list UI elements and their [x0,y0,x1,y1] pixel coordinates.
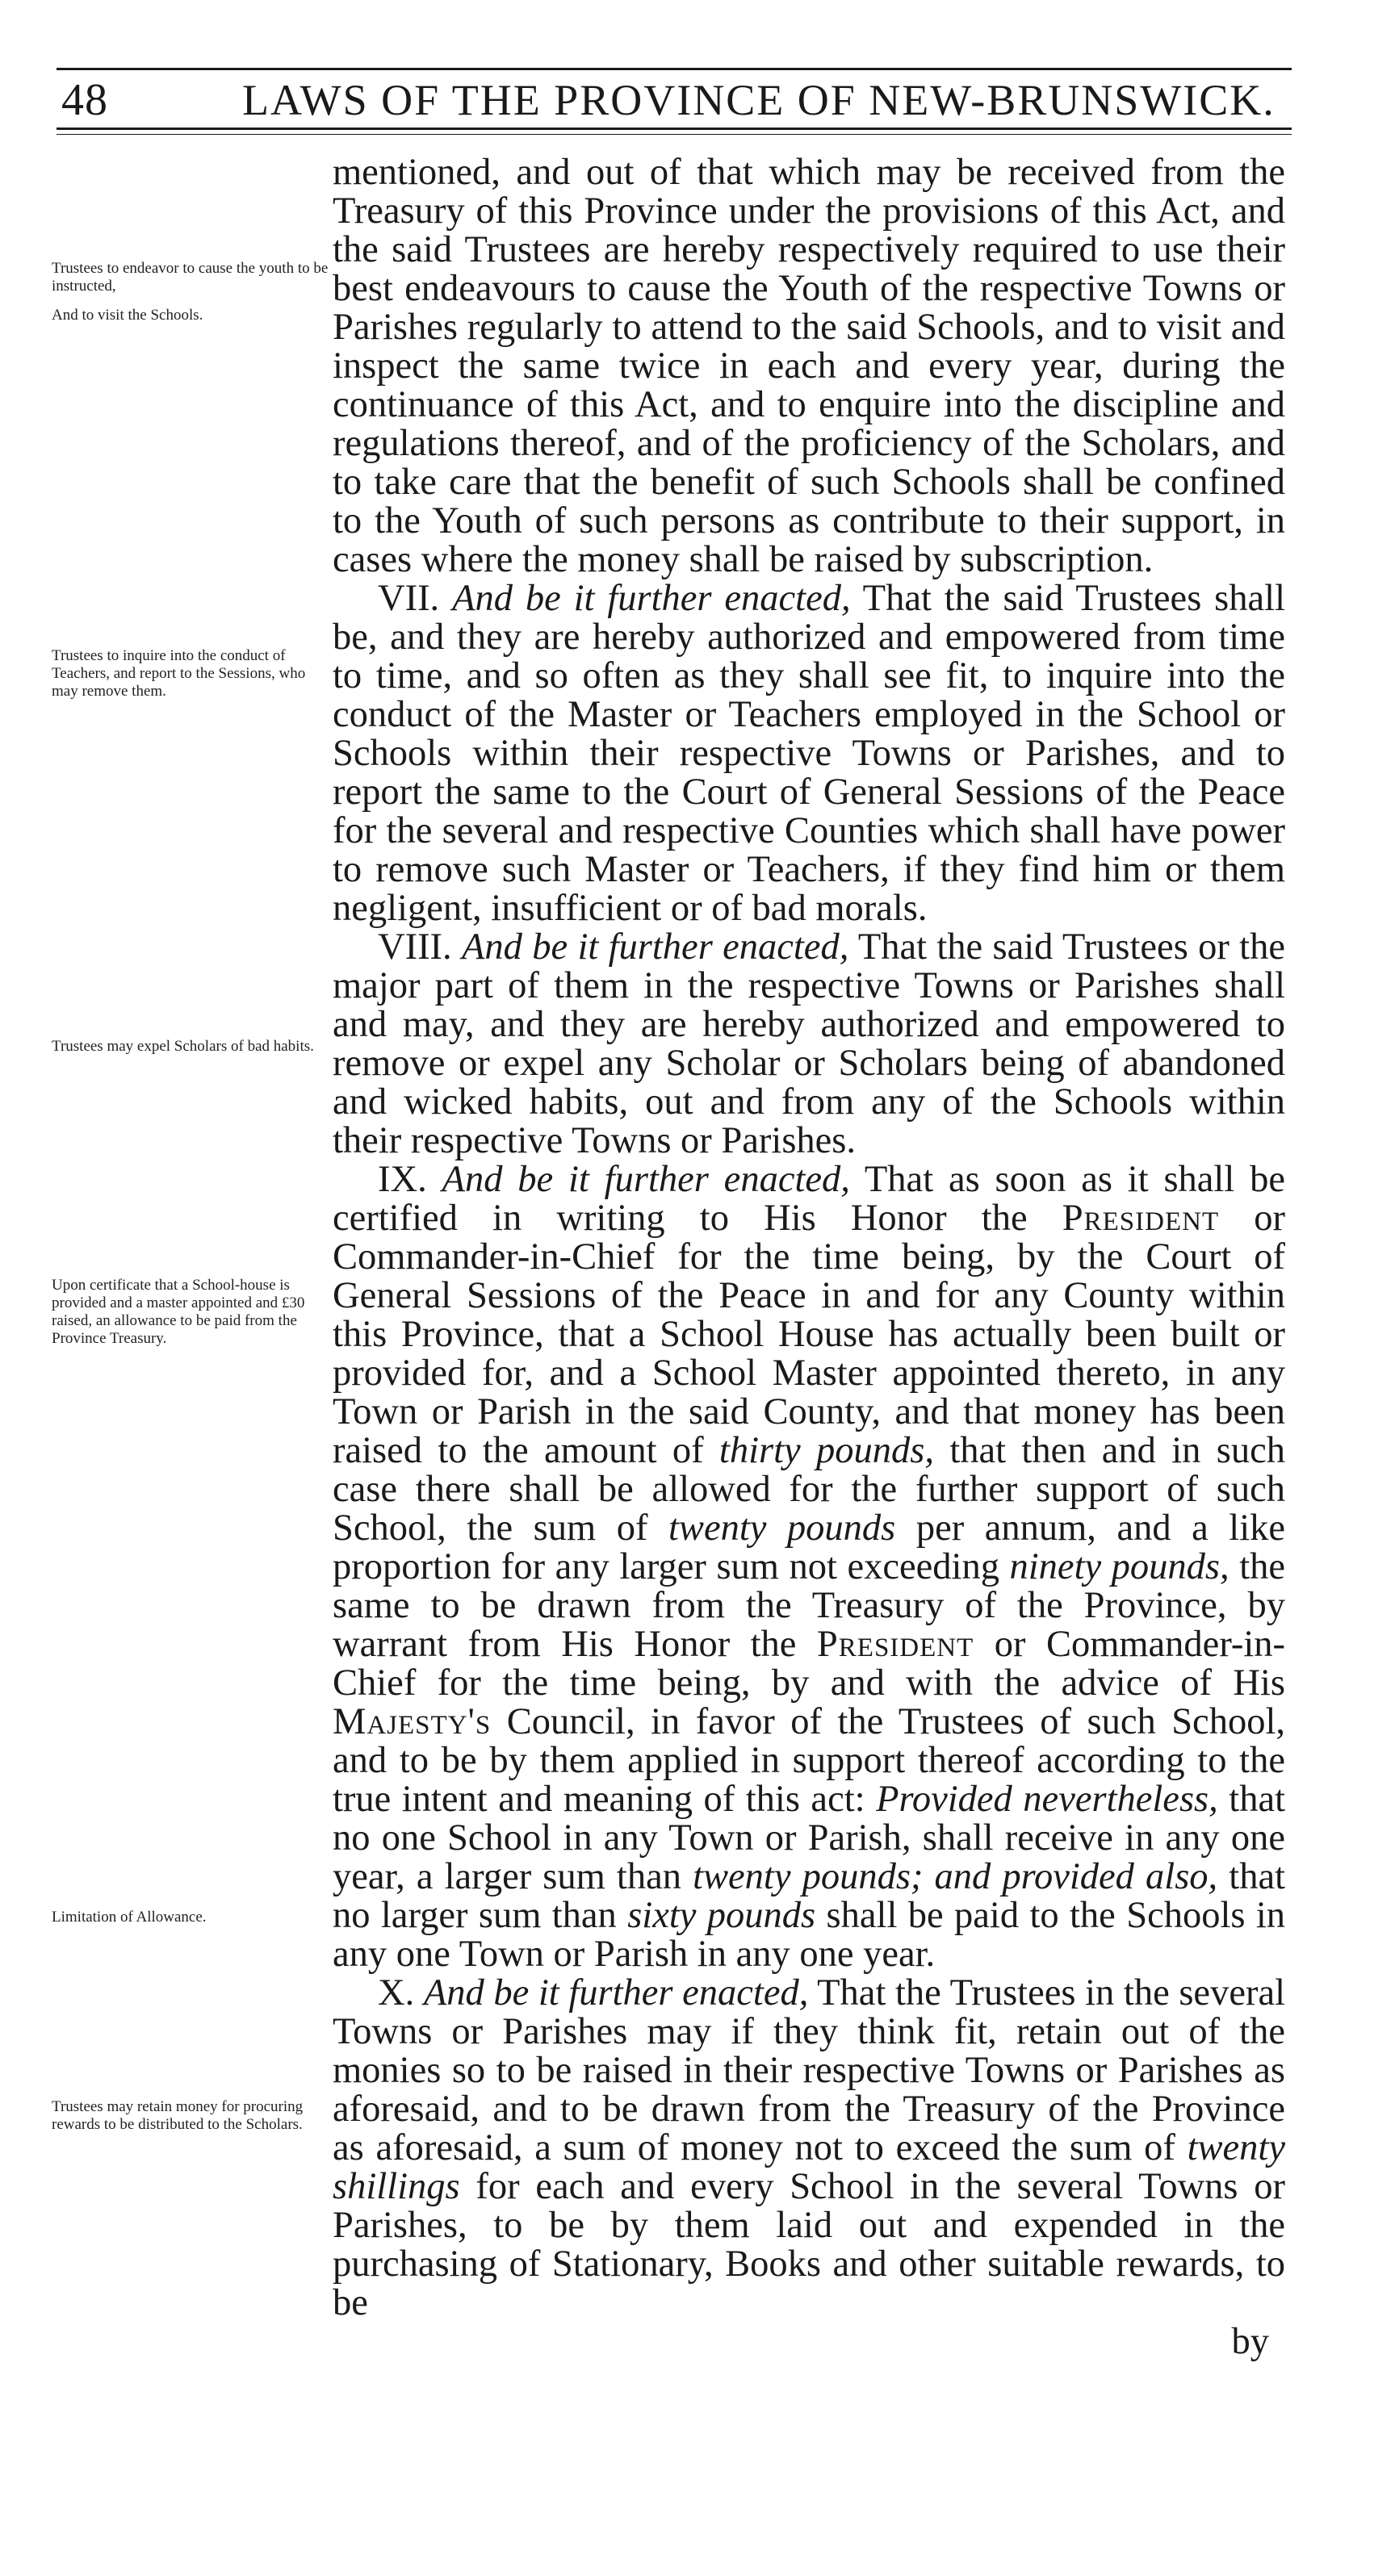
title-president: President [816,1624,974,1665]
section-ix [333,1160,1285,1974]
amount: ninety pounds, [1009,1546,1229,1587]
section-text: for each and every School in the several Towns or Parishes, to be by them laid out and expended in the purchasing of Stationary, Books and other suitable rewards, to be [333,2166,1285,2323]
proviso: Provided nevertheless, [876,1779,1218,1820]
section-number: VIII. [378,926,452,968]
section-text: that then and in such case there shall be allowed for the further support of such School, the sum of [333,1430,1286,1549]
running-head: LAWS OF THE PROVINCE OF NEW-BRUNSWICK. [242,76,1276,124]
section-number: IX. [378,1159,427,1200]
amount: twenty shillings [333,2127,1285,2207]
section-viii [333,928,1285,1160]
section-text: or Commander-in-Chief for the time being, by the Court of General Sessions of the Peace in and for any County within this Province, that a School House has actually been built or provided for, and a School Master appointed thereto, in any Town or Parish in the said County, and that money has been raised to the amount of [333,1198,1285,1471]
section-text: That as soon as it shall be certified in writing to His Honor the [333,1159,1285,1239]
section-text: That the said Trustees or the major part of them in the respective Towns or Parishes shall and may, and they are hereby authorized and empowered to remove or expel any Scholar or Scholars being of abandoned and wicked habits, out and from any of the Schools within their respective Towns or Parishes. [333,926,1285,1161]
header-rule-bottom-thin [57,134,1292,135]
amount: twenty pounds [668,1508,896,1549]
page-header [57,65,1292,137]
amount: sixty pounds [627,1895,816,1936]
section-text: the same to be drawn from the Treasury of the Province, by warrant from His Honor the [333,1546,1286,1665]
proviso: twenty pounds; and provided also, [693,1856,1218,1897]
margin-note: Trustees may expel Scholars of bad habits. [52,1038,314,1055]
section-number: X. [378,1972,415,2014]
amount: thirty pounds, [718,1430,934,1471]
margin-note: And to visit the Schools. [52,307,203,324]
section-x [333,1974,1285,2323]
page-number: 48 [61,75,108,125]
enacting-clause: And be it further enacted, [442,1159,850,1200]
section-text: that no larger sum than [333,1856,1286,1936]
margin-note: Trustees to endeavor to cause the youth to be instructed, [52,260,329,295]
title-president: President [1062,1198,1220,1239]
header-rule-top [57,68,1292,70]
body-text [333,153,1285,2361]
section-text: shall be paid to the Schools in any one Town or Parish in any one year. [333,1895,1286,1975]
catchword: by [1231,2321,1269,2362]
header-rule-bottom [57,128,1292,130]
title-majesty: Majesty's [333,1701,492,1742]
section-text: That the said Trustees shall be, and they are hereby authorized and empowered from time to time, and so often as they shall see fit, to inquire into the conduct of the Master or Teachers employed in the School or Schools within their respective Towns or Parishes, and to report the same to the Court of General Sessions of the Peace for the several and respective Counties which shall have power to remove such Master or Teachers, if they find him or them negligent, insufficient or of bad morals. [333,578,1285,929]
enacting-clause: And be it further enacted, [452,578,851,619]
section-text: per annum, and a like proportion for any larger sum not exceeding [333,1508,1286,1587]
enacting-clause: And be it further enacted, [462,926,849,968]
paragraph-continuation: mentioned, and out of that which may be received from the Treasury of this Province under the provisions of this Act, and the said Trustees are hereby respectively required to use their best endeavours to cause the Youth of the respective Towns or Parishes regularly to attend to the said Schools, and to visit and inspect the same twice in each and every year, during the continuance of this Act, and to enquire into the discipline and regulations thereof, and of the proficiency of the Scholars, and to take care that the benefit of such Schools shall be confined to the Youth of such persons as contribute to their support, in cases where the money shall be raised by subscription. [333,152,1285,580]
margin-note: Upon certificate that a School-house is provided and a master appointed and £30 raised, an allowance to be paid from the Province Treasury. [52,1277,305,1347]
section-number: VII. [378,578,440,619]
section-text: that no one School in any Town or Parish, shall receive in any one year, a larger sum than [333,1779,1286,1897]
section-text: or Commander-in-Chief for the time being, by and with the advice of His [333,1624,1286,1704]
margin-note: Trustees to inquire into the conduct of Teachers, and report to the Sessions, who may remove them. [52,647,306,700]
enacting-clause: And be it further enacted, [423,1972,809,2014]
margin-note: Trustees may retain money for procuring rewards to be distributed to the Scholars. [52,2098,304,2133]
section-text: That the Trustees in the several Towns or Parishes may if they think fit, retain out of the monies so to be raised in their respective Towns or Parishes as aforesaid, and to be drawn from the Treasury of the Province as aforesaid, a sum of money not to exceed the sum of [333,1972,1285,2168]
margin-note: Limitation of Allowance. [52,1909,207,1926]
section-text: Council, in favor of the Trustees of such School, and to be by them applied in support thereof according to the true intent and meaning of this act: [333,1701,1285,1820]
section-vii [333,579,1285,928]
